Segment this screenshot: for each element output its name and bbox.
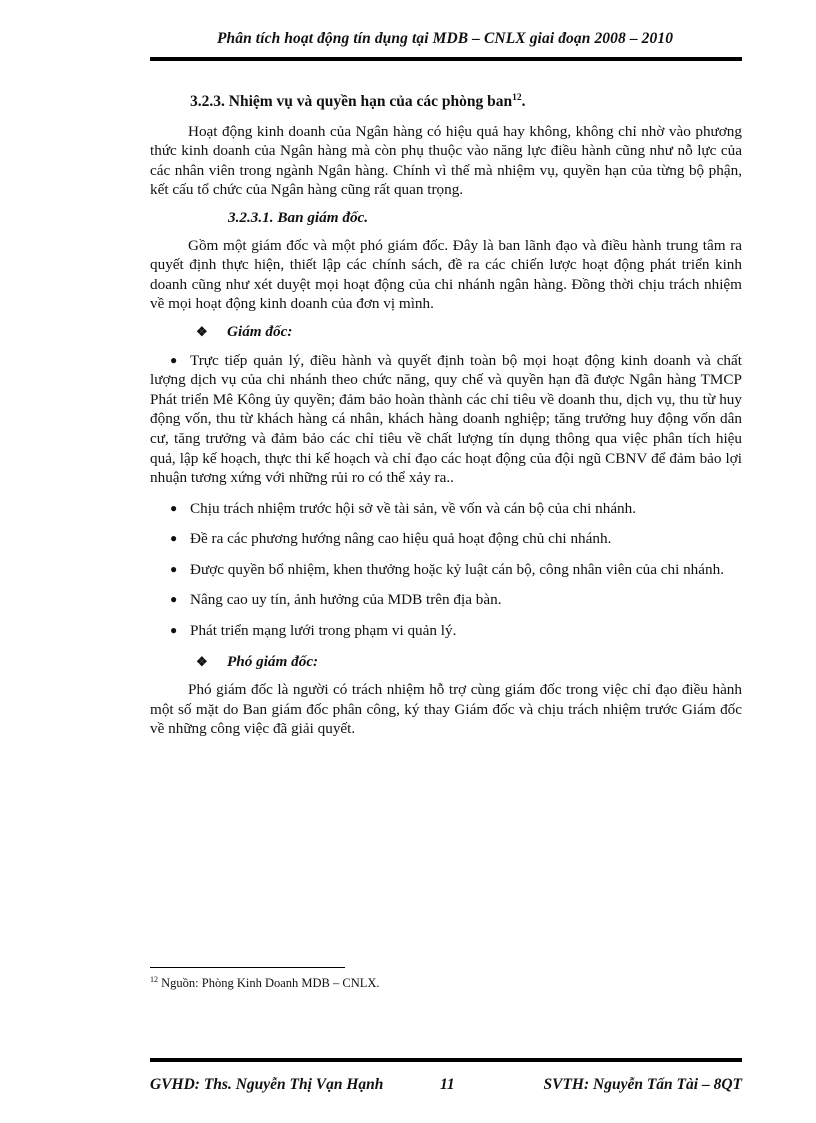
footnote-text: Nguồn: Phòng Kinh Doanh MDB – CNLX.	[161, 976, 380, 990]
footer-advisor: GVHD: Ths. Nguyễn Thị Vạn Hạnh	[150, 1076, 384, 1093]
footnote-divider	[150, 967, 345, 968]
director-duty-item	[150, 560, 742, 580]
footnote	[150, 976, 380, 991]
deputy-paragraph: Phó giám đốc là người có trách nhiệm hỗ trợ cùng giám đốc trong việc chỉ đạo điều hành một số mặt do Ban giám đốc phân công, ký thay Giám đốc và chịu trách nhiệm trước Giám đốc về những công việc đã giải quyết.	[150, 681, 742, 738]
deputy-heading-text: Phó giám đốc:	[227, 652, 319, 670]
director-duty-text: Đề ra các phương hướng nâng cao hiệu quả hoạt động chủ chi nhánh.	[190, 530, 612, 548]
section-intro-paragraph: Hoạt động kinh doanh của Ngân hàng có hiệu quả hay không, không chỉ nhờ vào phương thức kinh doanh của Ngân hàng mà còn phụ thuộc vào năng lực điều hành cũng như nỗ lực của các nhân viên trong ngành Ngân hàng. Chính vì thế mà nhiệm vụ, quyền hạn của từng bộ phận, kết cấu tổ chức của Ngân hàng cũng rất quan trọng.	[150, 122, 742, 199]
director-duty-text: Nâng cao uy tín, ảnh hưởng của MDB trên địa bàn.	[190, 591, 502, 609]
director-duty-text: Chịu trách nhiệm trước hội sở về tài sản, về vốn và cán bộ của chi nhánh.	[190, 499, 637, 517]
bullet-dot-icon: ●	[170, 592, 178, 607]
section-heading-text: 3.2.3. Nhiệm vụ và quyền hạn của các phòng ban	[190, 93, 513, 110]
director-duty-item	[150, 590, 742, 610]
header-divider	[150, 57, 742, 61]
footnote-number: 12	[150, 975, 158, 984]
bullet-dot-icon: ●	[170, 352, 178, 367]
bullet-dot-icon: ●	[170, 500, 178, 515]
board-paragraph: Gồm một giám đốc và một phó giám đốc. Đây là ban lãnh đạo và điều hành trung tâm ra quyết định thực hiện, thiết lập các chính sách, đề ra các chiến lược hoạt động phát triển kinh doanh cũng như xét duyệt mọi hoạt động của chi nhánh ngân hàng. Đồng thời chịu trách nhiệm về mọi hoạt động kinh doanh của đơn vị mình.	[150, 236, 742, 313]
director-duty-item	[150, 499, 742, 519]
deputy-heading	[196, 652, 742, 672]
page-body	[150, 92, 742, 747]
footer-divider	[150, 1058, 742, 1062]
footnote-reference[interactable]: 12	[512, 93, 522, 103]
director-duty-text: Phát triển mạng lưới trong phạm vi quản lý.	[190, 622, 457, 640]
bullet-dot-icon: ●	[170, 623, 178, 638]
director-duty-item	[150, 529, 742, 549]
director-heading-text: Giám đốc:	[227, 322, 293, 340]
section-heading-period: .	[521, 93, 526, 110]
bullet-dot-icon: ●	[170, 531, 178, 546]
diamond-bullet-icon: ❖	[196, 323, 208, 339]
section-heading	[190, 92, 742, 112]
director-duty-item	[150, 621, 742, 641]
bullet-dot-icon: ●	[170, 561, 178, 576]
director-heading	[196, 322, 742, 342]
director-duty-text: Được quyền bổ nhiệm, khen thưởng hoặc kỷ luật cán bộ, công nhân viên của chi nhánh.	[190, 560, 724, 578]
director-duty-text: Trực tiếp quản lý, điều hành và quyết định toàn bộ mọi hoạt động kinh doanh và chất lượng dịch vụ của chi nhánh theo chức năng, quy chế và quyền hạn đã được Ngân hàng TMCP Phát triển Mê Kông ủy quyền; đảm bảo hoàn thành các chỉ tiêu về doanh thu, dịch vụ, thu từ huy động vốn, thu từ khách hàng cá nhân, khách hàng doanh nghiệp; tăng trưởng huy động vốn dân cư, tăng trưởng và đảm bảo các chỉ tiêu về chất lượng tín dụng thông qua việc phân tích hiệu quả, lập kế hoạch, thực thi kế hoạch và chỉ đạo các hoạt động của đội ngũ CBNV để đảm bảo lợi nhuận tương xứng với những rủi ro có thể xảy ra..	[150, 351, 742, 487]
running-header: Phân tích hoạt động tín dụng tại MDB – CNLX giai đoạn 2008 – 2010	[216, 30, 674, 47]
director-duty-item	[150, 351, 742, 488]
diamond-bullet-icon: ❖	[196, 653, 208, 669]
footer-student: SVTH: Nguyễn Tấn Tài – 8QT	[543, 1076, 742, 1093]
subsection-heading: 3.2.3.1. Ban giám đốc.	[228, 208, 369, 226]
page-number: 11	[440, 1076, 455, 1093]
